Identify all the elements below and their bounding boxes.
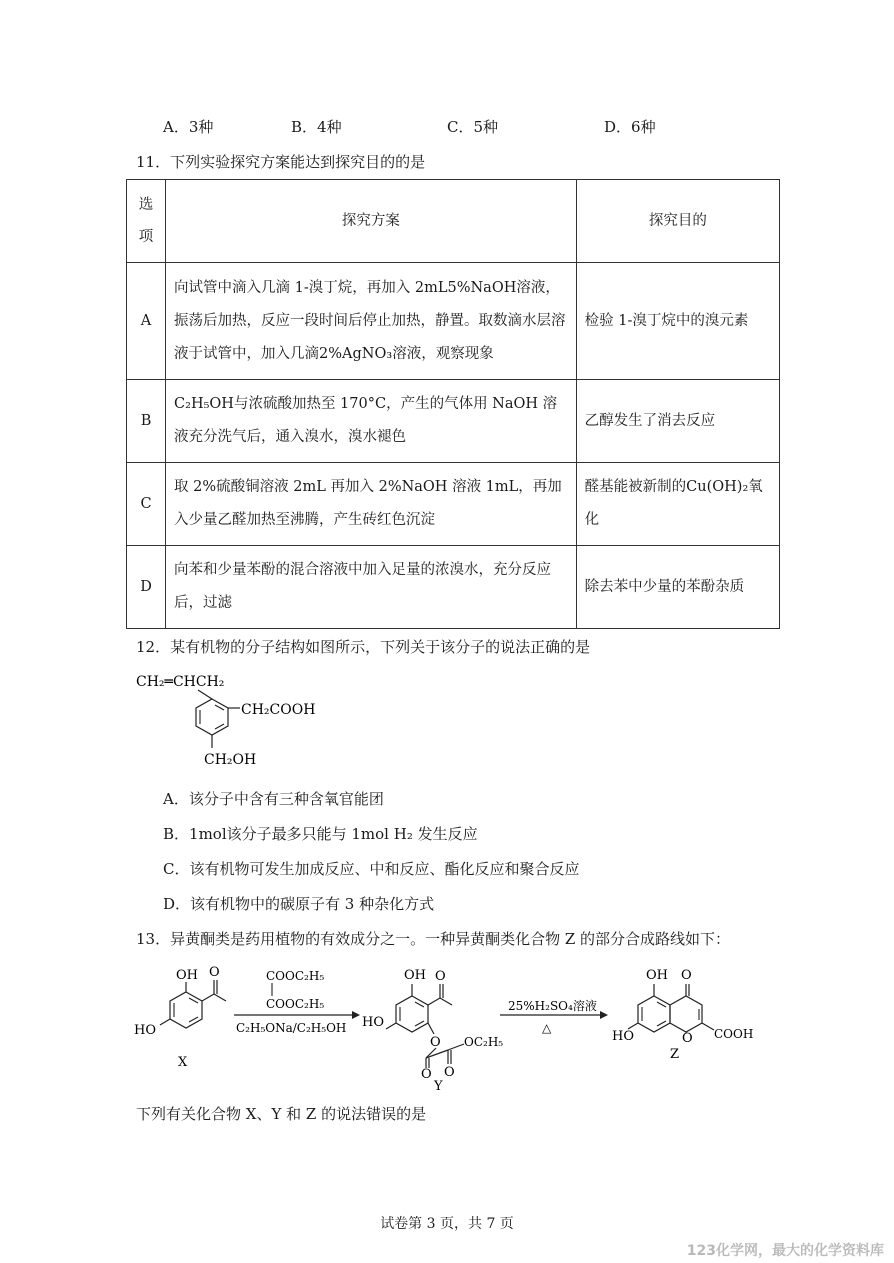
z-ho-label: HO bbox=[612, 1029, 634, 1044]
z-cooh-label: COOH bbox=[714, 1027, 754, 1041]
x-label: X bbox=[178, 1055, 188, 1070]
x-o-label: O bbox=[209, 965, 220, 980]
x-oh-label: OH bbox=[176, 968, 198, 983]
q10-option-b: B．4种 bbox=[291, 118, 342, 136]
table-row bbox=[127, 380, 780, 463]
row-goal: 乙醇发生了消去反应 bbox=[576, 380, 779, 463]
row-option: D bbox=[127, 546, 166, 629]
q12-option-c: C．该有机物可发生加成反应、中和反应、酯化反应和聚合反应 bbox=[163, 860, 580, 878]
q12-option-b: B．1mol该分子最多只能与 1mol H₂ 发生反应 bbox=[163, 825, 478, 843]
header-plan: 探究方案 bbox=[166, 180, 577, 263]
row-goal: 检验 1-溴丁烷中的溴元素 bbox=[576, 263, 779, 380]
z-oh-label: OH bbox=[646, 968, 668, 983]
header-option bbox=[127, 180, 166, 263]
z-o-label: O bbox=[681, 968, 692, 983]
header-goal: 探究目的 bbox=[576, 180, 779, 263]
bond-line bbox=[198, 690, 212, 699]
row-option: C bbox=[127, 463, 166, 546]
watermark: 123化学网，最大的化学资料库 bbox=[686, 1243, 884, 1259]
table-header-row bbox=[127, 180, 780, 263]
compound-x bbox=[134, 965, 226, 1070]
q12-option-a: A．该分子中含有三种含氧官能团 bbox=[163, 790, 384, 808]
q10-option-d: D．6种 bbox=[604, 118, 656, 136]
y-oh-label: OH bbox=[404, 968, 426, 983]
benzene-ring bbox=[196, 699, 228, 735]
q13-synthesis-route bbox=[126, 954, 776, 1094]
q13-tail: 下列有关化合物 X、Y 和 Z 的说法错误的是 bbox=[136, 1105, 427, 1123]
reagent2-conditions: △ bbox=[542, 1021, 552, 1035]
compound-z bbox=[612, 968, 753, 1062]
row-plan: C₂H₅OH与浓硫酸加热至 170°C，产生的气体用 NaOH 溶液充分洗气后，通入溴水，溴水褪色 bbox=[166, 380, 577, 463]
z-ring-o-label: O bbox=[682, 1031, 693, 1046]
q13-stem: 13．异黄酮类是药用植物的有效成分之一。一种异黄酮类化合物 Z 的部分合成路线如下： bbox=[136, 930, 731, 948]
struct-bottom-group: CH₂OH bbox=[204, 752, 257, 768]
reaction-arrow-1 bbox=[234, 969, 360, 1035]
reagent1-line2: COOC₂H₅ bbox=[266, 997, 325, 1011]
y-ho-label: HO bbox=[362, 1015, 384, 1030]
y-o-label-3: O bbox=[421, 1067, 432, 1082]
q10-option-c: C．5种 bbox=[447, 118, 499, 136]
row-plan: 向试管中滴入几滴 1-溴丁烷，再加入 2mL5%NaOH溶液，振荡后加热，反应一段时间后停止加热，静置。取数滴水层溶液于试管中，加入几滴2%AgNO₃溶液，观察现象 bbox=[166, 263, 577, 380]
y-label: Y bbox=[434, 1079, 443, 1094]
row-option: A bbox=[127, 263, 166, 380]
z-label: Z bbox=[670, 1047, 680, 1062]
table-row bbox=[127, 263, 780, 380]
table-row bbox=[127, 463, 780, 546]
y-o-label-1: O bbox=[435, 969, 446, 984]
struct-side-group: CH₂COOH bbox=[241, 702, 316, 718]
header-option-line1: 选 bbox=[138, 197, 154, 213]
row-goal: 除去苯中少量的苯酚杂质 bbox=[576, 546, 779, 629]
row-plan: 向苯和少量苯酚的混合溶液中加入足量的浓溴水，充分反应后，过滤 bbox=[166, 546, 577, 629]
row-option: B bbox=[127, 380, 166, 463]
q12-stem: 12．某有机物的分子结构如图所示，下列关于该分子的说法正确的是 bbox=[136, 638, 591, 656]
reagent1-conditions: C₂H₅ONa/C₂H₅OH bbox=[236, 1021, 347, 1035]
page-footer: 试卷第 3 页，共 7 页 bbox=[380, 1216, 514, 1232]
header-option-line2: 项 bbox=[138, 229, 154, 245]
x-ho-label: HO bbox=[134, 1023, 156, 1038]
reaction-arrow-2 bbox=[500, 998, 608, 1035]
table-row bbox=[127, 546, 780, 629]
q11-table bbox=[126, 179, 780, 629]
q11-stem: 11．下列实验探究方案能达到探究目的的是 bbox=[136, 153, 426, 171]
ring-double-bond bbox=[215, 724, 224, 729]
y-o-label-4: O bbox=[444, 1065, 455, 1080]
row-plan: 取 2%硫酸铜溶液 2mL 再加入 2%NaOH 溶液 1mL，再加入少量乙醛加热至沸腾，产生砖红色沉淀 bbox=[166, 463, 577, 546]
q10-option-a: A．3种 bbox=[163, 118, 214, 136]
ring-double-bond bbox=[215, 705, 224, 710]
q12-option-d: D．该有机物中的碳原子有 3 种杂化方式 bbox=[163, 895, 435, 913]
reagent1-line1: COOC₂H₅ bbox=[266, 969, 325, 983]
y-o-label-2: O bbox=[430, 1035, 441, 1050]
y-oc2h5-label: OC₂H₅ bbox=[464, 1035, 504, 1049]
q12-structure-diagram bbox=[130, 664, 330, 776]
struct-top-group: CH₂═CHCH₂ bbox=[136, 674, 225, 690]
reagent2-line1: 25%H₂SO₄溶液 bbox=[508, 999, 597, 1013]
compound-y bbox=[362, 968, 503, 1094]
row-goal: 醛基能被新制的Cu(OH)₂氧化 bbox=[576, 463, 779, 546]
